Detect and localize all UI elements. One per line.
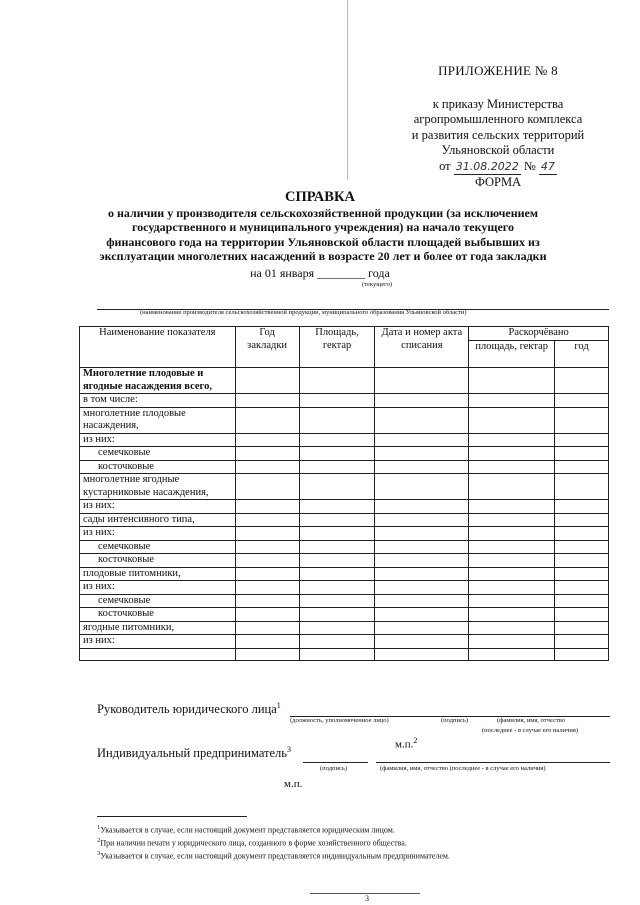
ent-caption-name: (фамилия, имя, отчество (последнее - в случае его наличия) [380, 765, 546, 772]
table-cell[interactable] [469, 608, 555, 622]
table-cell[interactable] [555, 554, 609, 568]
table-cell[interactable] [555, 368, 609, 394]
table-cell[interactable] [235, 368, 299, 394]
table-cell[interactable] [299, 500, 375, 514]
table-cell[interactable] [469, 474, 555, 500]
table-cell[interactable] [299, 474, 375, 500]
row-label: семечковые [80, 540, 236, 554]
date-caption: (текущего) [362, 281, 393, 288]
table-cell[interactable] [375, 500, 469, 514]
table-cell[interactable] [375, 581, 469, 595]
table-row [80, 567, 609, 581]
table-cell[interactable] [299, 447, 375, 461]
table-row [80, 447, 609, 461]
table-row [80, 460, 609, 474]
row-label: косточковые [80, 460, 236, 474]
col-header-name: Наименование показателя [80, 327, 236, 368]
row-label: из них: [80, 527, 236, 541]
table-row [80, 513, 609, 527]
caption-position: (должность, уполномоченное лицо) [290, 717, 389, 724]
table-cell[interactable] [469, 648, 555, 660]
table-cell[interactable] [555, 648, 609, 660]
table-cell[interactable] [375, 407, 469, 433]
row-label: плодовые питомники, [80, 567, 236, 581]
row-label [80, 648, 236, 660]
row-label: семечковые [80, 594, 236, 608]
table-cell[interactable] [375, 621, 469, 635]
date-prefix: от [439, 158, 451, 173]
table-cell[interactable] [375, 567, 469, 581]
row-label: ягодные питомники, [80, 621, 236, 635]
footnote-ref: 1 [276, 701, 281, 710]
table-row [80, 474, 609, 500]
caption-name-2: (последнее - в случае его наличия) [482, 727, 578, 734]
table-cell[interactable] [299, 567, 375, 581]
table-row [80, 407, 609, 433]
table-row [80, 527, 609, 541]
document-subtitle: о наличии у производителя сельскохозяйственной продукции (за исключением государственного и муниципального учреждения) на начало текущего финансового года на территории Ульяновской области площадей выбывших из эксплуатации многолетних насаждений в возрасте 20 лет и более от года закладки [99, 206, 547, 263]
row-label: косточковые [80, 554, 236, 568]
table-cell[interactable] [469, 394, 555, 408]
table-cell[interactable] [235, 407, 299, 433]
fn-text: При наличии печати у юридического лица, созданного в форме хозяйственного общества. [100, 838, 407, 848]
table-cell[interactable] [469, 368, 555, 394]
header-line: и развития сельских территорий [411, 127, 585, 142]
table-cell[interactable] [299, 554, 375, 568]
table-cell[interactable] [555, 635, 609, 649]
order-number-handwritten: 47 [539, 159, 557, 176]
table-cell[interactable] [375, 540, 469, 554]
col-header-uprooted: Раскорчёвано [469, 327, 609, 341]
table-cell[interactable] [469, 554, 555, 568]
col-header-year: Год закладки [235, 327, 299, 368]
appendix-header [388, 63, 608, 175]
table-cell[interactable] [555, 474, 609, 500]
table-row [80, 554, 609, 568]
table-cell[interactable] [299, 581, 375, 595]
table-cell[interactable] [299, 460, 375, 474]
table-cell[interactable] [469, 500, 555, 514]
legal-head-text: Руководитель юридического лица [97, 702, 277, 717]
table-cell[interactable] [555, 581, 609, 595]
table-cell[interactable] [299, 407, 375, 433]
form-label: ФОРМА [475, 175, 522, 189]
entrepreneur-sign-line[interactable] [303, 762, 368, 763]
table-cell[interactable] [469, 407, 555, 433]
table-cell[interactable] [555, 513, 609, 527]
table-cell[interactable] [555, 621, 609, 635]
table-row [80, 648, 609, 660]
stamp-place-1 [395, 736, 417, 751]
plantings-table [79, 326, 609, 661]
table-cell[interactable] [555, 447, 609, 461]
table-cell[interactable] [375, 433, 469, 447]
table-cell[interactable] [299, 648, 375, 660]
footnote-2 [97, 837, 407, 848]
table-cell[interactable] [469, 540, 555, 554]
table-row [80, 635, 609, 649]
org-name-caption: (наименование производителя сельскохозяйственной продукции, муниципального образования Ульяновской области) [140, 309, 467, 316]
table-cell[interactable] [299, 608, 375, 622]
order-date-line [388, 159, 608, 176]
page-number: 3 [365, 894, 369, 903]
table-row [80, 433, 609, 447]
table-cell[interactable] [299, 394, 375, 408]
table-row [80, 540, 609, 554]
row-label: Многолетние плодовые и ягодные насаждения всего, [80, 368, 236, 394]
table-cell[interactable] [235, 540, 299, 554]
table-cell[interactable] [235, 567, 299, 581]
fn-text: Указывается в случае, если настоящий документ представляется индивидуальным предпринимателем. [100, 851, 450, 861]
table-cell[interactable] [299, 513, 375, 527]
table-cell[interactable] [375, 648, 469, 660]
table-cell[interactable] [469, 594, 555, 608]
table-cell[interactable] [469, 447, 555, 461]
fn-sup: 1 [97, 824, 101, 831]
table-cell[interactable] [235, 594, 299, 608]
table-cell[interactable] [469, 581, 555, 595]
table-cell[interactable] [375, 635, 469, 649]
table-cell[interactable] [235, 581, 299, 595]
table-cell[interactable] [235, 513, 299, 527]
table-cell[interactable] [555, 594, 609, 608]
appendix-title: ПРИЛОЖЕНИЕ № 8 [438, 63, 558, 78]
fn-sup: 3 [97, 850, 101, 857]
table-cell[interactable] [375, 608, 469, 622]
table-row [80, 621, 609, 635]
table-cell[interactable] [469, 527, 555, 541]
footnote-3 [97, 850, 450, 861]
row-label: многолетние плодовые насаждения, [80, 407, 236, 433]
table-cell[interactable] [235, 621, 299, 635]
table-cell[interactable] [299, 594, 375, 608]
table-cell[interactable] [235, 635, 299, 649]
header-line: агропромышленного комплекса [413, 112, 583, 126]
binding-mark [347, 0, 348, 180]
number-prefix: № [523, 158, 536, 173]
entrepreneur-label [97, 745, 291, 761]
row-label: в том числе: [80, 394, 236, 408]
table-cell[interactable] [469, 460, 555, 474]
table-cell[interactable] [469, 433, 555, 447]
footnote-1 [97, 824, 395, 835]
legal-head-label [97, 701, 281, 717]
fn-sup: 2 [97, 837, 101, 844]
table-cell[interactable] [235, 608, 299, 622]
table-cell[interactable] [555, 500, 609, 514]
as-of-date-line: на 01 января ________ года [250, 266, 390, 280]
table-cell[interactable] [375, 513, 469, 527]
entrepreneur-name-line[interactable] [376, 762, 610, 763]
table-cell[interactable] [235, 447, 299, 461]
table-row [80, 500, 609, 514]
table-row [80, 608, 609, 622]
col-header-uprooted-year: год [555, 341, 609, 368]
table-cell[interactable] [235, 500, 299, 514]
table-cell[interactable] [375, 554, 469, 568]
table-cell[interactable] [235, 648, 299, 660]
table-cell[interactable] [235, 474, 299, 500]
table-cell[interactable] [235, 460, 299, 474]
row-label: многолетние ягодные кустарниковые насаждения, [80, 474, 236, 500]
table-cell[interactable] [299, 527, 375, 541]
stamp-place-2: м.п. [284, 778, 303, 790]
col-header-area: Площадь, гектар [299, 327, 375, 368]
table-cell[interactable] [555, 407, 609, 433]
table-row [80, 581, 609, 595]
stamp-text: м.п. [395, 738, 414, 751]
row-label: из них: [80, 635, 236, 649]
footnote-ref: 2 [413, 736, 418, 745]
table-cell[interactable] [469, 513, 555, 527]
table-cell[interactable] [299, 368, 375, 394]
table-cell[interactable] [555, 394, 609, 408]
footnote-separator [97, 816, 247, 817]
col-header-act: Дата и номер акта списания [375, 327, 469, 368]
table-cell[interactable] [235, 394, 299, 408]
table-cell[interactable] [299, 635, 375, 649]
table-row [80, 394, 609, 408]
table-cell[interactable] [235, 554, 299, 568]
table-cell[interactable] [299, 621, 375, 635]
order-date-handwritten: 31.08.2022 [454, 159, 521, 176]
table-cell[interactable] [235, 527, 299, 541]
table-cell[interactable] [555, 433, 609, 447]
table-cell[interactable] [375, 527, 469, 541]
table-cell[interactable] [555, 460, 609, 474]
header-line: Ульяновской области [441, 143, 555, 157]
table-cell[interactable] [555, 567, 609, 581]
table-cell[interactable] [375, 368, 469, 394]
table-cell[interactable] [235, 433, 299, 447]
entrepreneur-text: Индивидуальный предприниматель [97, 746, 287, 761]
table-cell[interactable] [555, 540, 609, 554]
row-label: из них: [80, 433, 236, 447]
table-cell[interactable] [375, 474, 469, 500]
row-label: семечковые [80, 447, 236, 461]
table-cell[interactable] [375, 594, 469, 608]
table-cell[interactable] [469, 621, 555, 635]
caption-sign: (подпись) [441, 717, 468, 724]
table-row [80, 368, 609, 394]
row-label: косточковые [80, 608, 236, 622]
caption-name: (фамилия, имя, отчество [497, 717, 565, 724]
table-cell[interactable] [469, 567, 555, 581]
header-line: к приказу Министерства [432, 96, 564, 111]
ent-caption-sign: (подпись) [320, 765, 347, 772]
table-cell[interactable] [375, 460, 469, 474]
table-cell[interactable] [375, 394, 469, 408]
table-cell[interactable] [469, 635, 555, 649]
table-row [80, 594, 609, 608]
table-cell[interactable] [555, 608, 609, 622]
footnote-ref: 3 [287, 745, 291, 754]
table-cell[interactable] [299, 540, 375, 554]
col-header-uprooted-area: площадь, гектар [469, 341, 555, 368]
table-cell[interactable] [375, 447, 469, 461]
row-label: сады интенсивного типа, [80, 513, 236, 527]
table-cell[interactable] [555, 527, 609, 541]
fn-text: Указывается в случае, если настоящий документ представляется юридическим лицом. [100, 825, 395, 835]
row-label: из них: [80, 581, 236, 595]
document-title: СПРАВКА [285, 189, 355, 205]
row-label: из них: [80, 500, 236, 514]
table-cell[interactable] [299, 433, 375, 447]
